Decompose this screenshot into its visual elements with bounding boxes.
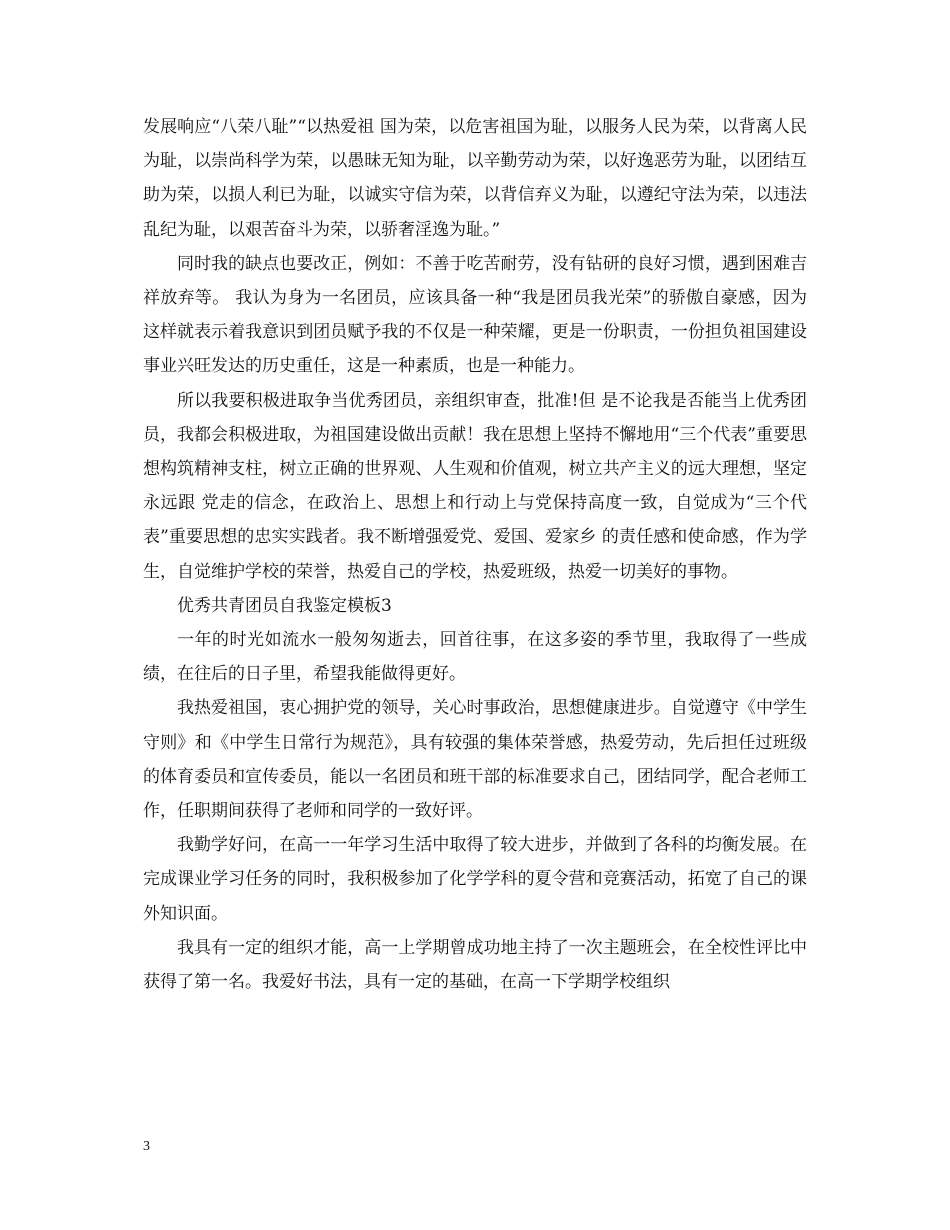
paragraph-7: 我具有一定的组织才能，高一上学期曾成功地主持了一次主题班会，在全校性评比中获得了第一名。我爱好书法，具有一定的基础，在高一下学期学校组织 bbox=[143, 937, 807, 993]
paragraph-5: 我热爱祖国，衷心拥护党的领导，关心时事政治，思想健康进步。自觉遵守《中学生守则》和《中学生日常行为规范》，具有较强的集体荣誉感，热爱劳动，先后担任过班级的体育委员和宣传委员，能以一名团员和班干部的标准要求自己，团结同学，配合老师工作，任职期间获得了老师和同学的一致好评。 bbox=[143, 698, 807, 822]
paragraph-6: 我勤学好问，在高一一年学习生活中取得了较大进步，并做到了各科的均衡发展。在完成课业学习任务的同时，我积极参加了化学学科的夏令营和竞赛活动，拓宽了自己的课外知识面。 bbox=[143, 835, 807, 924]
paragraph-1: 发展响应“八荣八耻”“以热爱祖 国为荣，以危害祖国为耻，以服务人民为荣，以背离人民为耻，以崇尚科学为荣，以愚昧无知为耻，以辛勤劳动为荣，以好逸恶劳为耻，以团结互助为荣，以损人利已为耻，以诚实守信为荣，以背信弃义为耻，以遵纪守法为荣，以违法乱纪为耻，以艰苦奋斗为荣，以骄奢淫逸为耻。” bbox=[143, 117, 807, 240]
paragraph-3: 所以我要积极进取争当优秀团员，亲组织审查，批准!但 是不论我是否能当上优秀团员，我都会积极进取，为祖国建设做出贡献！我在思想上坚持不懈地用“三个代表”重要思想构筑精神支柱，树立正确的世界观、人生观和价值观，树立共产主义的远大理想，坚定永远跟 党走的信念，在政治上、思想上和行动上与党保持高度一致，自觉成为“三个代表”重要思想的忠实实践者。我不断增强爱党、爱国、爱家乡 的责任感和使命感，作为学生，自觉维护学校的荣誉，热爱自己的学校，热爱班级，热爱一切美好的事物。 bbox=[143, 390, 807, 582]
section-heading: 优秀共青团员自我鉴定模板3 bbox=[177, 595, 392, 616]
page-number: 3 bbox=[143, 1139, 150, 1154]
body-text bbox=[143, 110, 807, 999]
paragraph-2: 同时我的缺点也要改正，例如：不善于吃苦耐劳，没有钻研的良好习惯，遇到困难吉祥放弃等。 我认为身为一名团员，应该具备一种“我是团员我光荣”的骄傲自豪感，因为这样就表示着我意识到团员赋予我的不仅是一种荣耀，更是一份职责，一份担负祖国建设事业兴旺发达的历史重任，这是一种素质，也是一种能力。 bbox=[143, 253, 807, 377]
paragraph-4: 一年的时光如流水一般匆匆逝去，回首往事，在这多姿的季节里，我取得了一些成绩，在往后的日子里，希望我能做得更好。 bbox=[143, 630, 807, 685]
